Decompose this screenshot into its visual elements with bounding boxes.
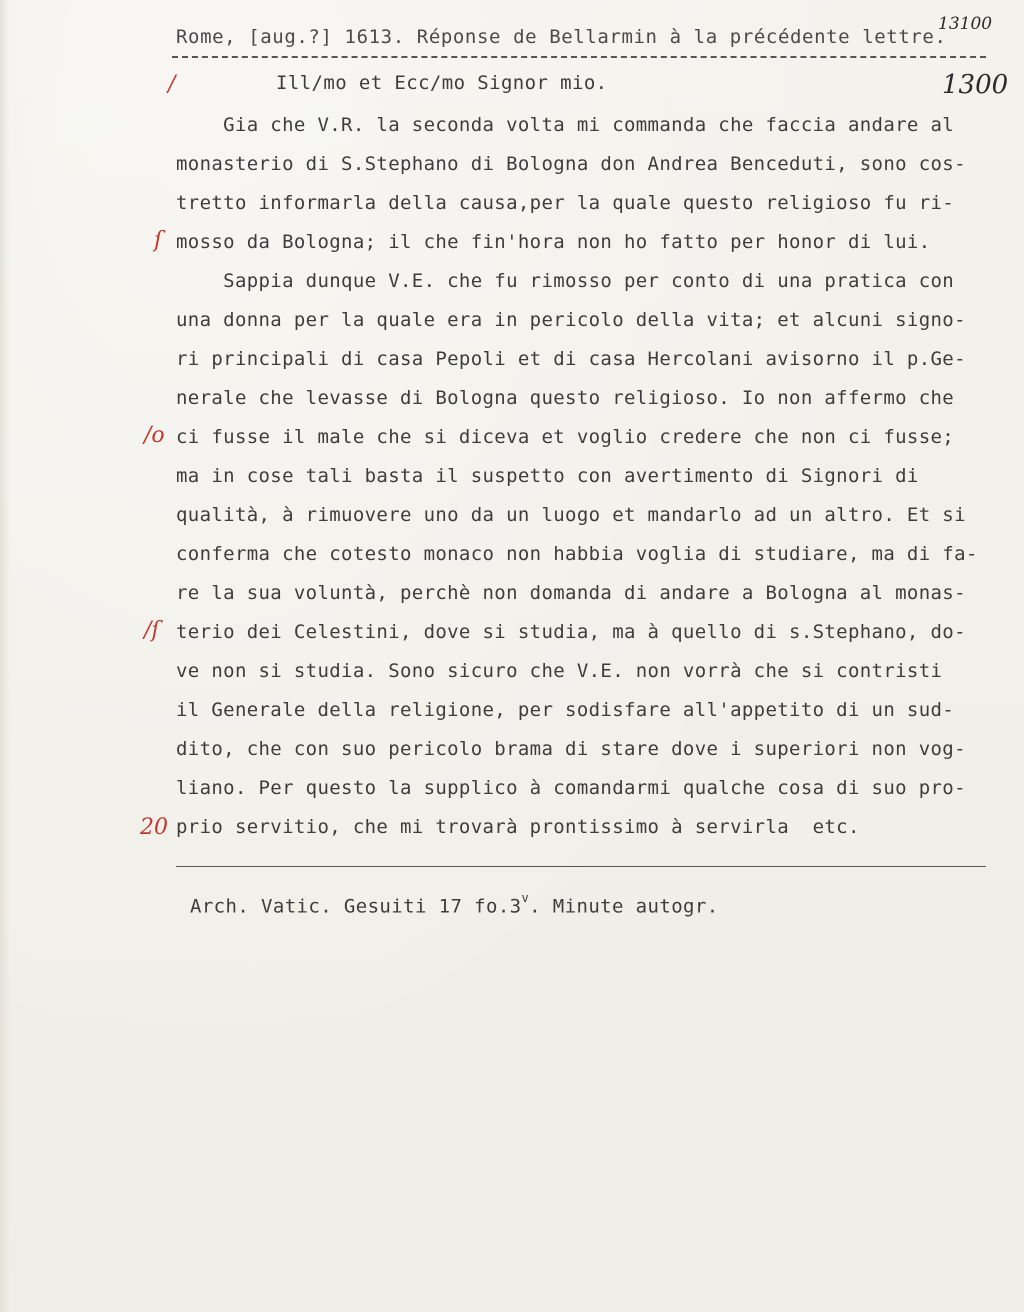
body-line: conferma che cotesto monaco non habbia voglia di studiare, ma di fa-	[176, 543, 978, 565]
body-line: re la sua voluntà, perchè non domanda di andare a Bologna al monas-	[176, 582, 966, 604]
body-line: qualità, à rimuovere uno da un luogo et mandarlo ad un altro. Et si	[176, 504, 966, 526]
body-line: Sappia dunque V.E. che fu rimosso per conto di una pratica con	[176, 270, 955, 292]
body-line: mosso da Bologna; il che fin'hora non ho fatto per honor di lui.	[176, 231, 931, 253]
margin-mark-line-20: 20	[140, 815, 168, 840]
margin-mark-line-1: /	[168, 72, 176, 97]
body-line: il Generale della religione, per sodisfare all'appetito di un sud-	[176, 699, 955, 721]
margin-mark-line-15: /ſ	[144, 618, 160, 643]
document-header: Rome, [aug.?] 1613. Réponse de Bellarmin à la précédente lettre.	[176, 26, 947, 48]
body-line: ci fusse il male che si diceva et voglio credere che non ci fusse;	[176, 426, 955, 448]
body-line: una donna per la quale era in pericolo della vita; et alcuni signo-	[176, 309, 966, 331]
handwritten-number-side: 1300	[942, 70, 1009, 100]
salutation: Ill/mo et Ecc/mo Signor mio.	[276, 72, 608, 94]
page-edge	[0, 0, 10, 1312]
handwritten-number-top: 13100	[938, 14, 993, 34]
body-line: ri principali di casa Pepoli et di casa Hercolani avisorno il p.Ge-	[176, 348, 966, 370]
archive-reference-prefix: Arch. Vatic. Gesuiti 17 fo.3	[190, 895, 522, 918]
header-rule	[172, 56, 986, 58]
footer-rule	[176, 866, 986, 867]
margin-mark-line-5: ſ	[154, 228, 163, 253]
body-line: terio dei Celestini, dove si studia, ma à quello di s.Stephano, do-	[176, 621, 966, 643]
body-line: tretto informarla della causa,per la quale questo religioso fu ri-	[176, 192, 955, 214]
body-line: ma in cose tali basta il suspetto con avertimento di Signori di	[176, 465, 919, 487]
archive-reference-superscript: v	[521, 891, 530, 905]
margin-mark-line-10: /o	[144, 423, 165, 448]
body-line: monasterio di S.Stephano di Bologna don Andrea Benceduti, sono cos-	[176, 153, 966, 175]
archive-reference-suffix: . Minute autogr.	[529, 895, 719, 918]
body-line: Gia che V.R. la seconda volta mi commanda che faccia andare al	[176, 114, 955, 136]
body-line: prio servitio, che mi trovarà prontissimo à servirla etc.	[176, 816, 860, 838]
body-line: nerale che levasse di Bologna questo religioso. Io non affermo che	[176, 387, 955, 409]
body-line: liano. Per questo la supplico à comandarmi qualche cosa di suo pro-	[176, 777, 966, 799]
body-line: ve non si studia. Sono sicuro che V.E. non vorrà che si contristi	[176, 660, 943, 682]
body-line: dito, che con suo pericolo brama di stare dove i superiori non vog-	[176, 738, 966, 760]
archive-reference	[190, 891, 719, 918]
